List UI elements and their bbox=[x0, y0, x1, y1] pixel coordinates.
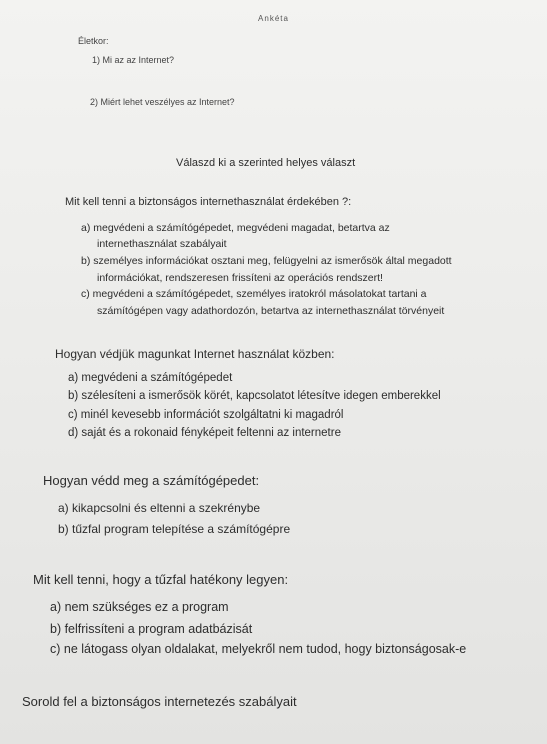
final-prompt: Sorold fel a biztonságos internetezés szabályait bbox=[22, 694, 297, 709]
question-1-option-b-cont: információkat, rendszeresen frissíteni az operációs rendszert! bbox=[97, 272, 383, 284]
question-1: Mit kell tenni a biztonságos internethasználat érdekében ?: bbox=[65, 196, 352, 208]
question-2-option-b: b) szélesíteni a ismerősök körét, kapcsolatot létesítve idegen emberekkel bbox=[68, 390, 441, 402]
question-4-option-a: a) nem szükséges ez a program bbox=[50, 600, 229, 614]
question-1-option-c: c) megvédeni a számítógépedet, személyes iratokról másolatokat tartani a bbox=[81, 288, 427, 300]
question-4: Mit kell tenni, hogy a tűzfal hatékony legyen: bbox=[33, 572, 289, 587]
open-question-2: 2) Miért lehet veszélyes az Internet? bbox=[90, 97, 235, 107]
open-question-1: 1) Mi az az Internet? bbox=[92, 55, 175, 65]
question-3: Hogyan védd meg a számítógépedet: bbox=[43, 473, 260, 488]
survey-title: Ankéta bbox=[258, 14, 289, 23]
question-1-option-a: a) megvédeni a számítógépedet, megvédeni magadat, betartva az bbox=[81, 222, 390, 234]
question-2-option-c: c) minél kevesebb információt szolgáltatni ki magadról bbox=[68, 409, 344, 421]
question-4-option-b: b) felfrissíteni a program adatbázisát bbox=[50, 622, 253, 636]
question-3-option-b: b) tűzfal program telepítése a számítógépre bbox=[58, 522, 291, 536]
instruction-text: Válaszd ki a szerinted helyes választ bbox=[176, 157, 356, 169]
question-1-option-c-cont: számítógépen vagy adathordozón, betartva az internethasználat törvényeit bbox=[97, 305, 445, 317]
question-2-option-d: d) saját és a rokonaid fényképeit feltenni az internetre bbox=[68, 427, 341, 439]
question-4-option-c: c) ne látogass olyan oldalakat, melyekről nem tudod, hogy biztonságosak-e bbox=[50, 642, 467, 656]
question-1-option-b: b) személyes információkat osztani meg, felügyelni az ismerősök által megadott bbox=[81, 255, 452, 267]
question-3-option-a: a) kikapcsolni és eltenni a szekrénybe bbox=[58, 501, 261, 515]
question-1-option-a-cont: internethasználat szabályait bbox=[97, 238, 227, 250]
age-label: Életkor: bbox=[78, 36, 109, 46]
question-2-option-a: a) megvédeni a számítógépedet bbox=[68, 372, 233, 384]
question-2: Hogyan védjük magunkat Internet használat közben: bbox=[55, 347, 335, 361]
